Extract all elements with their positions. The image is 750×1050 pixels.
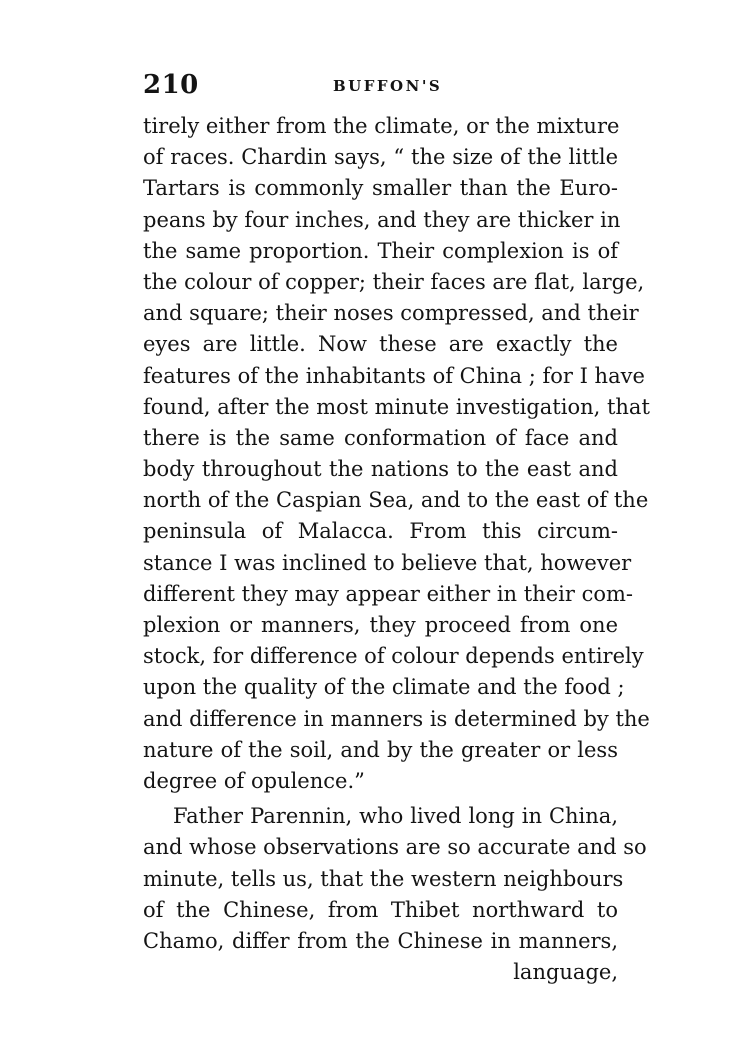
text-line: Tartars is commonly smaller than the Euro- xyxy=(143,176,618,201)
text-line: eyes are little. Now these are exactly the xyxy=(143,332,618,357)
page-header xyxy=(143,70,618,104)
text-line: the same proportion. Their complexion is of xyxy=(143,238,618,263)
text-line: and whose observations are so accurate and so xyxy=(143,835,647,860)
text-line: plexion or manners, they proceed from one xyxy=(143,613,618,637)
text-line: of races. Chardin says, “ the size of the little xyxy=(143,145,618,170)
text-line: Father Parennin, who lived long in China, xyxy=(173,804,618,829)
page-number: 210 xyxy=(143,70,199,100)
text-line: nature of the soil, and by the greater or less xyxy=(143,737,618,762)
text-line: Chamo, differ from the Chinese in manners, xyxy=(143,928,618,953)
text-line: upon the quality of the climate and the food ; xyxy=(143,675,625,700)
text-line: tirely either from the climate, or the mixture xyxy=(143,114,620,138)
paragraph-2 xyxy=(143,801,647,957)
text-line: and difference in manners is determined by the xyxy=(143,706,650,731)
text-line: there is the same conformation of face and xyxy=(143,425,618,450)
text-line: stock, for difference of colour depends entirely xyxy=(143,644,644,669)
text-line: minute, tells us, that the western neighbours xyxy=(143,866,624,891)
text-line: different they may appear either in their com- xyxy=(143,581,633,606)
text-line: north of the Caspian Sea, and to the east of the xyxy=(143,488,649,513)
text-line: body throughout the nations to the east and xyxy=(143,457,618,482)
text-line: degree of opulence.” xyxy=(143,768,365,793)
text-line: and square; their noses compressed, and their xyxy=(143,301,639,326)
text-line: the colour of copper; their faces are flat, large, xyxy=(143,269,645,294)
paragraph-1 xyxy=(143,111,650,797)
running-head: BUFFON'S xyxy=(333,77,443,95)
text-line: peans by four inches, and they are thicker in xyxy=(143,207,621,232)
text-line: of the Chinese, from Thibet northward to xyxy=(143,897,618,922)
text-line: features of the inhabitants of China ; for I have xyxy=(143,363,645,388)
body-text xyxy=(143,111,650,988)
text-line: found, after the most minute investigation, that xyxy=(143,394,650,419)
text-line: stance I was inclined to believe that, however xyxy=(143,550,632,575)
text-line: peninsula of Malacca. From this circum- xyxy=(143,519,618,544)
catchword: language, xyxy=(513,960,618,985)
